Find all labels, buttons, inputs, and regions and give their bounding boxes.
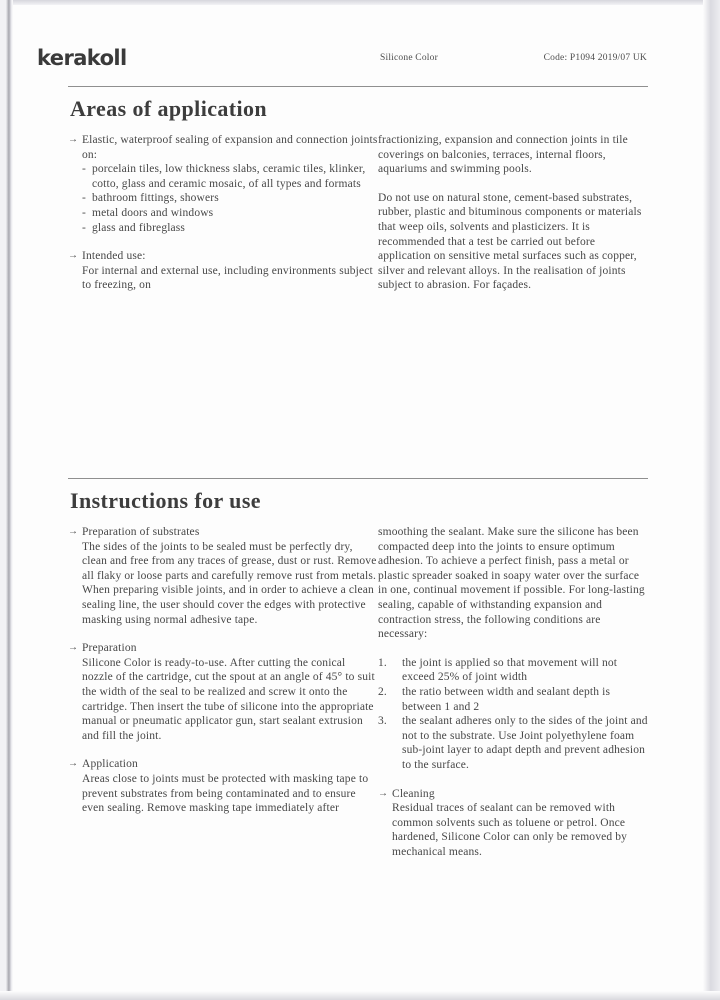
dash-bullet: - (82, 221, 86, 234)
arrow-icon: → (68, 642, 79, 654)
item-number: 3. (378, 715, 387, 728)
document-code: Code: P1094 2019/07 UK (543, 53, 647, 63)
list-item-title: Application (82, 758, 138, 771)
kerakoll-logo: kerakoll (37, 46, 127, 70)
list-item (68, 249, 378, 293)
list-item-body: Residual traces of sealant can be removed with common solvents such as toluene or petrol. Once hardened, Silicone Color can only be removed by mechanical means. (392, 802, 628, 858)
dash-bullet: - (82, 192, 86, 205)
list-item-body: The sides of the joints to be sealed must be perfectly dry, clean and free from any traces of grease, dust or rust. Remove all flaky or loose parts and carefully remove rust from metals. When preparing visible joints, and in order to achieve a clean sealing line, the user should cover the edges with protective masking using normal adhesive tape. (82, 540, 377, 626)
document-title: Silicone Color (380, 53, 438, 63)
instructions-right-column (378, 525, 648, 859)
areas-right-column (378, 133, 648, 293)
instructions-left-column (68, 525, 378, 859)
list-item-title: Intended use: (82, 250, 146, 263)
areas-left-column (68, 133, 378, 293)
section-instructions-for-use (68, 478, 648, 859)
header (0, 0, 720, 86)
dash-bullet: - (82, 163, 86, 176)
sub-list-item (82, 191, 378, 206)
list-item-title: Preparation (82, 642, 137, 655)
page-edge-right (703, 0, 720, 1000)
numbered-item (378, 714, 648, 772)
sub-list-text: bathroom fittings, showers (92, 192, 219, 205)
item-text: the sealant adheres only to the sides of the joint and not to the substrate. Use Joint polyethylene foam sub-joint layer to adapt depth and prevent adhesion to the surface. (402, 715, 648, 771)
dash-bullet: - (82, 206, 86, 219)
sub-list-text: porcelain tiles, low thickness slabs, ceramic tiles, klinker, cotto, glass and ceramic mosaic, of all types and formats (92, 163, 366, 190)
arrow-icon: → (68, 758, 79, 770)
item-text: the joint is applied so that movement will not exceed 25% of joint width (402, 656, 618, 684)
sub-list-item (82, 162, 378, 191)
section-title: Areas of application (70, 96, 268, 121)
page-edge-left (0, 0, 13, 1000)
list-item (68, 133, 378, 235)
arrow-icon: → (68, 250, 79, 262)
list-item (68, 525, 378, 627)
list-item (68, 757, 378, 815)
sub-list-item (82, 206, 378, 221)
item-number: 1. (378, 656, 387, 669)
arrow-icon: → (68, 134, 79, 145)
list-item (68, 641, 378, 743)
list-item-body: Silicone Color is ready-to-use. After cutting the conical nozzle of the cartridge, cut the spout at an angle of 45° to suit the width of the seal to be realized and screw it onto the cartridge. Then insert the tube of silicone into the appropriate manual or pneumatic applicator gun, start sealant extrusion and fill the joint. (82, 656, 375, 742)
list-item-body: Areas close to joints must be protected with masking tape to prevent substrates from being contaminated and to ensure even sealing. Remove masking tape immediately after (82, 772, 369, 815)
sub-list-text: metal doors and windows (92, 206, 214, 219)
section-areas-of-application (68, 86, 648, 293)
list-item-title: Cleaning (392, 787, 435, 800)
sub-list-text: glass and fibreglass (92, 221, 186, 234)
section-divider (68, 86, 648, 87)
numbered-item (378, 656, 648, 685)
paragraph: fractionizing, expansion and connection joints in tile coverings on balconies, terraces, internal floors, aquariums and swimming pools. (378, 134, 628, 176)
list-item-lead: Elastic, waterproof sealing of expansion and connection joints on: (82, 134, 378, 161)
list-item (378, 787, 648, 860)
paragraph: Do not use on natural stone, cement-based substrates, rubber, plastic and bituminous components or materials that weep oils, solvents and plasticizers. It is recommended that a test be carried out before application on sensitive metal surfaces such as copper, silver and relevant alloys. In the realisation of joints subject to abrasion. For façades. (378, 191, 642, 292)
page-edge-bottom (0, 991, 720, 1000)
item-text: the ratio between width and sealant depth is between 1 and 2 (402, 685, 611, 713)
numbered-item (378, 685, 648, 714)
paragraph: smoothing the sealant. Make sure the silicone has been compacted deep into the joints to ensure optimum adhesion. To achieve a perfect finish, pass a metal or plastic spreader soaked in soapy water over the surface in one, continual movement if possible. For long-lasting sealing, capable of withstanding expansion and contraction stress, the following conditions are necessary: (378, 526, 645, 641)
numbered-list (378, 656, 648, 773)
list-item-title: Preparation of substrates (82, 526, 200, 538)
arrow-icon: → (378, 787, 389, 799)
list-item-body: For internal and external use, including environments subject to freezing, on (82, 264, 373, 292)
arrow-icon: → (68, 526, 79, 537)
sub-list-item (82, 221, 378, 236)
section-divider (68, 478, 648, 479)
item-number: 2. (378, 685, 387, 698)
section-title: Instructions for use (70, 488, 261, 513)
